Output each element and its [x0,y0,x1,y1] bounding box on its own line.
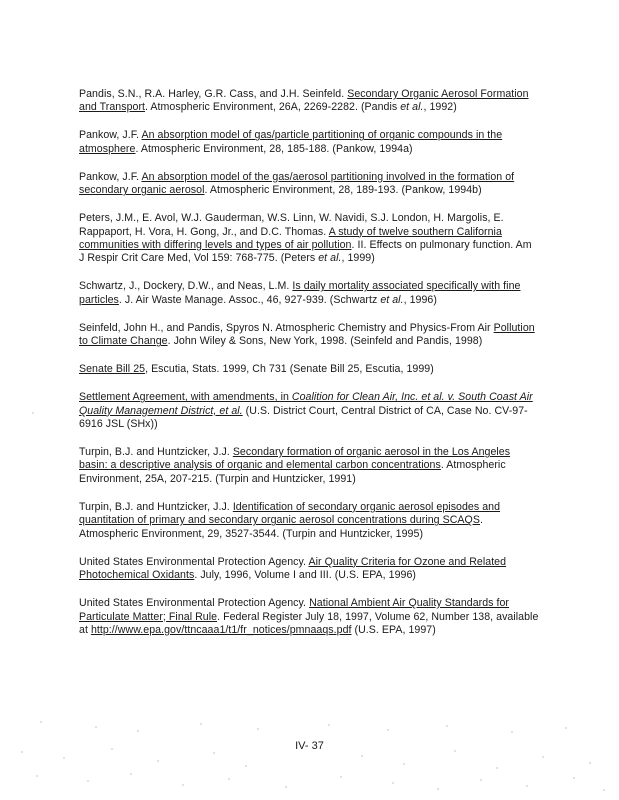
reference-entry: United States Environmental Protection Agency. National Ambient Air Quality Standards for Particulate Matter; Final Rule. Federal Register July 18, 1997, Volume 62, Number 138, available at http://www.epa.gov/ttncaaa1/t1/fr_notices/pmnaaqs.pdf (U.S. EPA, 1997) [79,597,539,636]
reference-title: Air Quality Criteria for Ozone and Related Photochemical Oxidants [79,555,507,582]
reference-case-name: Coalition for Clean Air, Inc. et al. v. South Coast Air Quality Management District, et al. [79,391,533,417]
reference-entry: Pankow, J.F. An absorption model of the gas/aerosol partitioning involved in the formation of secondary organic aerosol. Atmospheric Environment, 28, 189-193. (Pankow, 1994b) [79,170,515,197]
page-number: IV- 37 [295,740,324,752]
reference-title: Settlement Agreement, with amendments, in [79,391,292,404]
reference-title: Secondary formation of organic aerosol in the Los Angeles basin: a descriptive analysis of organic and elemental carbon concentrations [79,446,511,472]
reference-entry: Seinfeld, John H., and Pandis, Spyros N. Atmospheric Chemistry and Physics-From Air Pollution to Climate Change. John Wiley & Sons, New York, 1998. (Seinfeld and Pandis, 1998) [79,321,535,348]
reference-title: An absorption model of gas/particle partitioning of organic compounds in the atmosphere [79,129,503,155]
reference-title: Secondary Organic Aerosol Formation and Transport [79,88,529,114]
reference-entry: Senate Bill 25, Escutia, Stats. 1999, Ch 731 (Senate Bill 25, Escutia, 1999) [79,363,434,376]
reference-title: Is daily mortality associated specifically with fine particles [79,280,521,306]
reference-title: A study of twelve southern California communities with differing levels and types of air pollution [79,225,502,252]
reference-entry: Pankow, J.F. An absorption model of gas/particle partitioning of organic compounds in the atmosphere. Atmospheric Environment, 28, 185-188. (Pankow, 1994a) [79,129,503,155]
reference-title: Identification of secondary organic aerosol episodes and quantitation of primary and secondary organic aerosol concentrations during SCAQS [79,500,501,527]
reference-title: National Ambient Air Quality Standards for Particulate Matter; Final Rule [79,597,510,623]
reference-entry: Peters, J.M., E. Avol, W.J. Gauderman, W.S. Linn, W. Navidi, S.J. London, H. Margolis, E. Rappaport, H. Vora, H. Gong, Jr., and D.C. Thomas. A study of twelve southern California communities with differing levels and types of air pollution. II. Effects on pulmonary function. Am J Respir Crit Care Med, Vol 159: 768-775. (Peters et al., 1999) [79,212,532,265]
reference-url-link[interactable]: http://www.epa.gov/ttncaaa1/t1/fr_notices/pmnaaqs.pdf [90,623,352,636]
reference-entry: Turpin, B.J. and Huntzicker, J.J. Secondary formation of organic aerosol in the Los Angeles basin: a descriptive analysis of organic and elemental carbon concentrations. Atmospheric Environment, 25A, 207-215. (Turpin and Huntzicker, 1991) [79,446,511,485]
reference-entry: Schwartz, J., Dockery, D.W., and Neas, L.M. Is daily mortality associated specifically with fine particles. J. Air Waste Manage. Assoc., 46, 927-939. (Schwartz et al., 1996) [79,280,521,306]
reference-entry: Settlement Agreement, with amendments, in Coalition for Clean Air, Inc. et al. v. South Coast Air Quality Management District, et al. (U.S. District Court, Central District of CA, Case No. CV-97-6916 JSL (SHx)) [79,391,533,431]
reference-title: An absorption model of the gas/aerosol partitioning involved in the formation of secondary organic aerosol [79,170,515,197]
reference-entry: Pandis, S.N., R.A. Harley, G.R. Cass, and J.H. Seinfeld. Secondary Organic Aerosol Formation and Transport. Atmospheric Environment, 26A, 2269-2282. (Pandis et al., 1992) [79,88,529,114]
reference-title: Senate Bill 25 [79,363,146,376]
reference-entry: United States Environmental Protection Agency. Air Quality Criteria for Ozone and Related Photochemical Oxidants. July, 1996, Volume I and III. (U.S. EPA, 1996) [79,555,507,582]
reference-title: Pollution to Climate Change [79,321,535,348]
reference-entry: Turpin, B.J. and Huntzicker, J.J. Identification of secondary organic aerosol episodes and quantitation of primary and secondary organic aerosol concentrations during SCAQS. Atmospheric Environment, 29, 3527-3544. (Turpin and Huntzicker, 1995) [79,500,501,540]
